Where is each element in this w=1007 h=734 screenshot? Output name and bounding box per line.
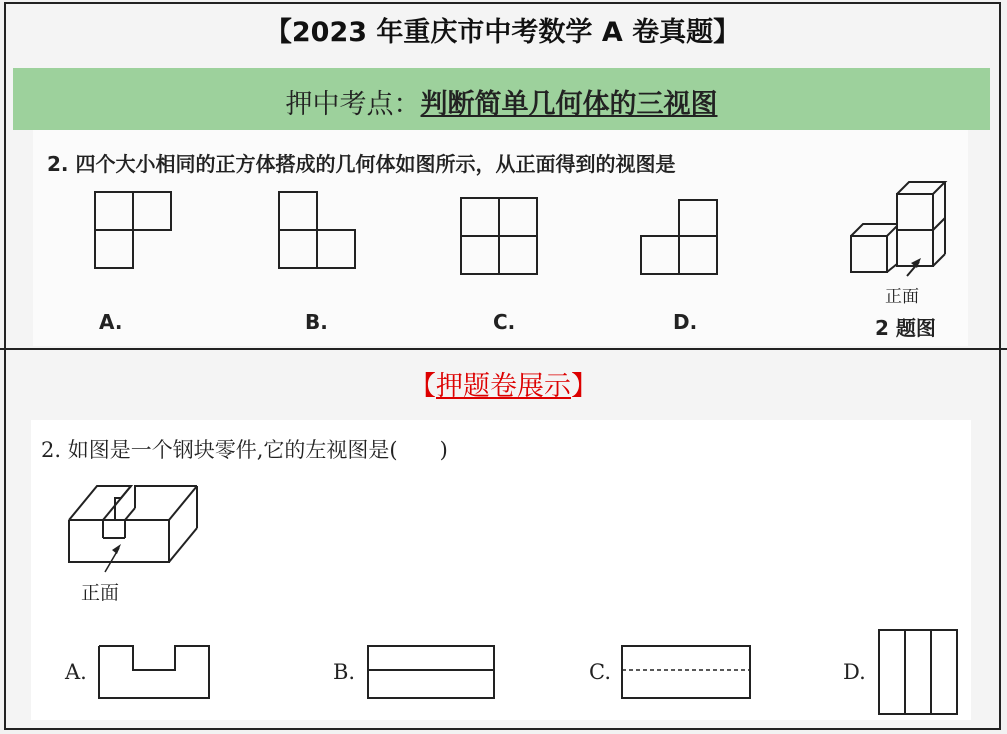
steel-block-figure <box>67 482 207 572</box>
prediction-question-image <box>31 420 971 720</box>
option-d-figure <box>639 198 729 278</box>
topic-prefix: 押中考点： <box>285 89 421 120</box>
stacked-cubes-figure <box>845 180 955 280</box>
topic-bar <box>13 68 990 130</box>
option-d-label: D. <box>673 310 698 334</box>
exam-question-image <box>33 130 968 346</box>
option-b-label: B. <box>305 310 328 334</box>
section2-label <box>0 364 1007 403</box>
option-c-label: C. <box>493 310 516 334</box>
option-a-figure <box>93 190 183 275</box>
topic-text <box>13 82 990 121</box>
question1-stem: 2. 四个大小相同的正方体搭成的几何体如图所示，从正面得到的视图是 <box>47 152 676 176</box>
q2-option-a-figure <box>97 644 213 700</box>
section2-title: 押题卷展示 <box>436 371 571 402</box>
q2-option-b-label: B. <box>333 660 356 684</box>
section2-bracket-close: 】 <box>571 371 598 402</box>
option-b-figure <box>277 190 367 275</box>
topic-name: 判断简单几何体的三视图 <box>420 89 718 120</box>
page-title: 【2023 年重庆市中考数学 A 卷真题】 <box>264 17 741 48</box>
q2-option-c-label: C. <box>589 660 611 684</box>
q2-option-b-figure <box>366 644 496 700</box>
option-a-label: A. <box>99 310 123 334</box>
q1-front-label: 正面 <box>885 287 919 307</box>
q2-option-d-label: D. <box>843 660 866 684</box>
q2-option-c-figure <box>620 644 752 700</box>
q1-figure-caption: 2 题图 <box>875 316 936 340</box>
q2-option-a-label: A. <box>65 660 87 684</box>
section-divider <box>0 348 1007 350</box>
q2-front-label: 正面 <box>81 582 120 604</box>
question2-stem: 2. 如图是一个钢块零件,它的左视图是( ) <box>41 438 448 462</box>
section2-bracket-open: 【 <box>409 371 436 402</box>
q2-option-d-figure <box>877 628 959 716</box>
option-c-figure <box>459 196 549 281</box>
